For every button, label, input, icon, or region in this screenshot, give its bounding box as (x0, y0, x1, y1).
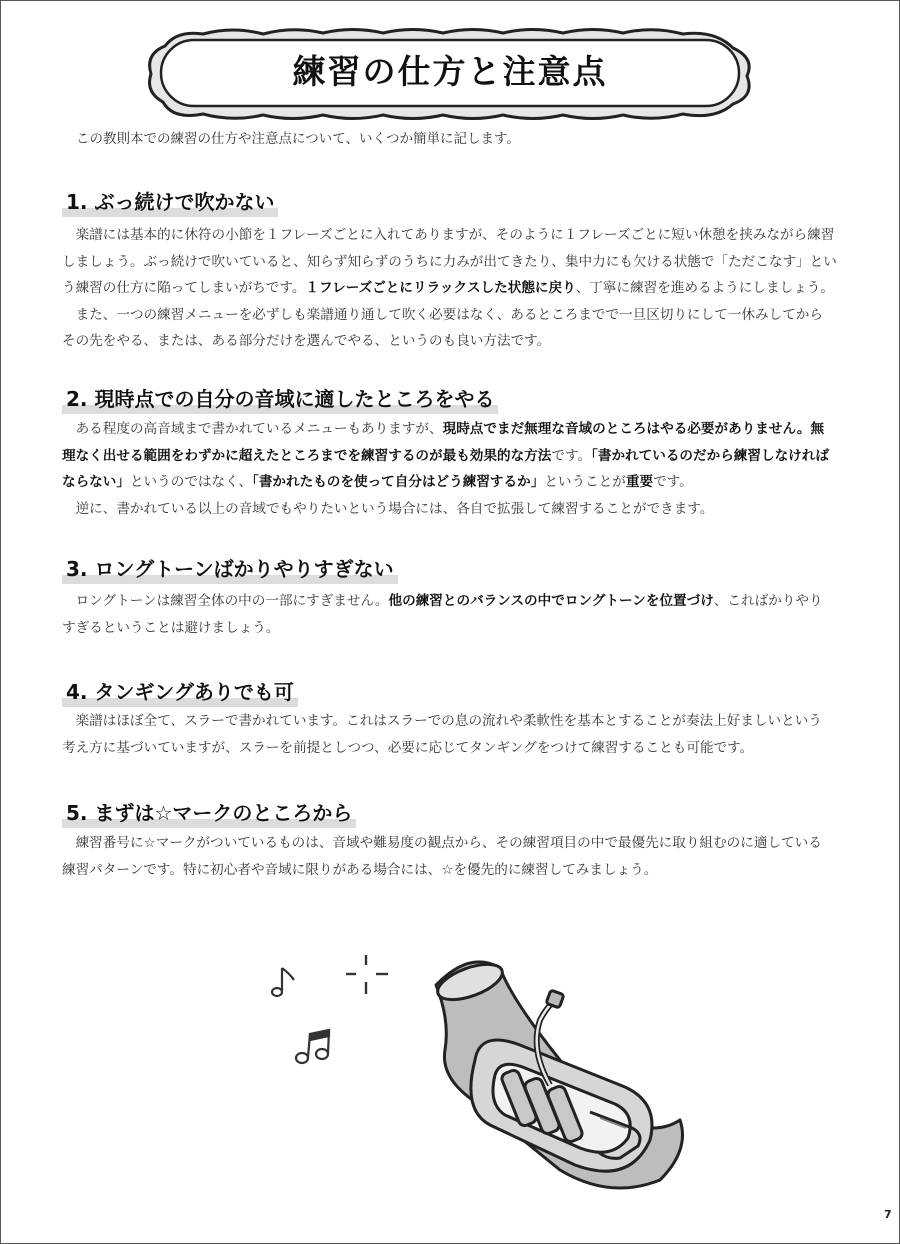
emphasis-text: ならない」 (62, 474, 130, 490)
paragraph-line: 理なく出せる範囲をわずかに超えたところまでを練習するのが最も効果的な方法です。「書かれているのだから練習しなければ (62, 447, 829, 464)
emphasis-text: 重要 (625, 474, 654, 490)
paragraph-line: すぎるということは避けましょう。 (62, 619, 280, 636)
paragraph-line: その先をやる、または、ある部分だけを選んでやる、というのも良い方法です。 (62, 333, 551, 349)
sparkle-icon (346, 955, 388, 994)
section-1-heading: 1. ぶっ続けで吹かない (62, 186, 278, 217)
emphasis-text: 「書かれているのだから練習しなければ (591, 447, 829, 464)
paragraph-line: 逆に、書かれている以上の音域でもやりたいという場合には、各自で拡張して練習することができます。 (62, 500, 714, 517)
section-3-heading: 3. ロングトーンばかりやりすぎない (62, 553, 398, 584)
section-4-heading: 4. タンギングありでも可 (62, 676, 298, 707)
paragraph-line: 楽譜はほぼ全て、スラーで書かれています。これはスラーでの息の流れや柔軟性を基本とすることが奏法上好ましいという (62, 713, 822, 729)
paragraph-line: ならない」というのではなく、「書かれたものを使って自分はどう練習するか」ということが重要です。 (62, 474, 693, 490)
paragraph-line: 考え方に基づいていますが、スラーを前提としつつ、必要に応じてタンギングをつけて練習することも可能です。 (62, 739, 754, 756)
beamed-notes-icon (296, 1030, 329, 1063)
paragraph-line: ある程度の高音域まで書かれているメニューもありますが、現時点でまだ無理な音域のところはやる必要がありません。無 (62, 421, 825, 437)
paragraph-line: う練習の仕方に陥ってしまいがちです。１フレーズごとにリラックスした状態に戻り、丁寧に練習を進めるようにしましょう。 (62, 280, 834, 296)
paragraph-line: ロングトーンは練習全体の中の一部にすぎません。他の練習とのバランスの中でロングトーンを位置づけ、こればかりやり (62, 593, 823, 609)
emphasis-text: １フレーズごとにリラックスした状態に戻り (305, 280, 576, 296)
page-title: 練習の仕方と注意点 (292, 52, 608, 91)
emphasis-text: 他の練習とのバランスの中でロングトーンを位置づけ (388, 593, 714, 609)
section-5-heading: 5. まずは☆マークのところから (62, 797, 356, 828)
eighth-note-icon (272, 968, 294, 996)
paragraph-line: 練習番号に☆マークがついているものは、音域や難易度の観点から、その練習項目の中で最優先に取り組むのに適している (62, 835, 822, 851)
paragraph-line: また、一つの練習メニューを必ずしも楽譜通り通して吹く必要はなく、あるところまでで一旦区切りにして一休みしてから (62, 306, 823, 323)
emphasis-text: 「書かれたものを使って自分はどう練習するか」 (252, 474, 545, 490)
emphasis-text: 現時点でまだ無理な音域のところはやる必要がありません。無 (442, 421, 825, 437)
paragraph-line: 楽譜には基本的に休符の小節を１フレーズごとに入れてありますが、そのように１フレーズごとに短い休憩を挟みながら練習 (62, 227, 835, 243)
section-2-heading: 2. 現時点での自分の音域に適したところをやる (62, 383, 498, 414)
paragraph-line: しましょう。ぶっ続けで吹いていると、知らず知らずのうちに力みが出てきたり、集中力にも欠ける状態で「ただこなす」とい (62, 253, 837, 270)
intro-text: この教則本での練習の仕方や注意点について、いくつか簡単に記します。 (76, 131, 520, 147)
euphonium-icon (433, 957, 682, 1188)
emphasis-text: 理なく出せる範囲をわずかに超えたところまでを練習するのが最も効果的な方法 (62, 447, 552, 464)
page-number: 7 (884, 1208, 892, 1221)
paragraph-line: 練習パターンです。特に初心者や音域に限りがある場合には、☆を優先的に練習してみましょう。 (62, 861, 658, 878)
